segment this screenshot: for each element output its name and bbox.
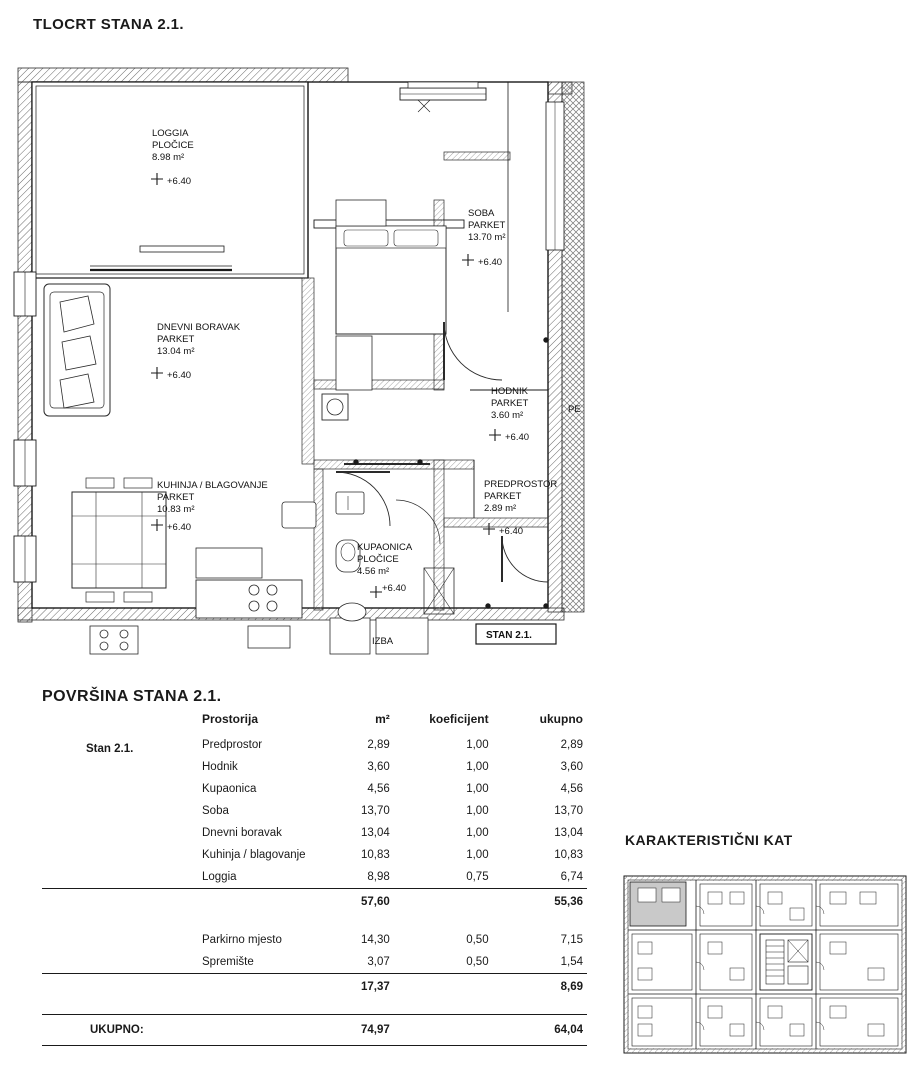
room-label-dnevni-name: DNEVNI BORAVAK (157, 322, 241, 333)
page-title-areas: POVRŠINA STANA 2.1. (42, 688, 222, 705)
table-row (42, 778, 587, 800)
table-header-row (42, 710, 587, 734)
room-label-dnevni-finish: PARKET (157, 334, 195, 345)
cell-total: 10,83 (554, 849, 583, 861)
cell-total: 6,74 (560, 871, 583, 883)
spacer-row (42, 915, 587, 929)
cell-unit: 2,89 (367, 739, 390, 751)
room-label-kupaonica-level: +6.40 (382, 583, 407, 594)
cell-unit: 13,04 (361, 827, 390, 839)
page-title-floorplan: TLOCRT STANA 2.1. (33, 16, 184, 33)
room-label-kuhinja-area: 10.83 m² (157, 504, 195, 515)
room-label-predprostor-area: 2.89 m² (484, 503, 517, 514)
room-label-loggia-area: 8.98 m² (152, 152, 185, 163)
column-header-unit: m² (375, 712, 390, 726)
room-label-loggia-name: LOGGIA (152, 128, 189, 139)
room-label-predprostor-name: PREDPROSTOR (484, 479, 558, 490)
cell-empty (394, 974, 493, 1001)
cell-room: Predprostor (202, 739, 263, 751)
room-label-soba-level: +6.40 (478, 257, 503, 268)
cell-coefficient: 1,00 (466, 805, 489, 817)
cell-grand-total: 64,04 (493, 1015, 587, 1046)
cell-room: Dnevni boravak (202, 827, 282, 839)
room-label-loggia-level: +6.40 (167, 176, 192, 187)
cell-unit: 3,07 (367, 956, 390, 968)
cell-unit: 13,70 (361, 805, 390, 817)
room-label-hodnik-level: +6.40 (505, 432, 530, 443)
room-label-soba-name: SOBA (468, 208, 495, 219)
room-label-soba-area: 13.70 m² (468, 232, 506, 243)
cell-total: 2,89 (560, 739, 583, 751)
areas-table-wrapper (42, 710, 587, 1046)
unit-name-label: Stan 2.1. (86, 743, 134, 755)
room-label-kuhinja-name: KUHINJA / BLAGOVANJE (157, 480, 268, 491)
cell-room: Spremište (202, 956, 254, 968)
floorplan-drawing (0, 40, 600, 660)
unit-stamp-label: STAN 2.1. (486, 630, 532, 641)
cell-total: 13,04 (554, 827, 583, 839)
cell-coefficient: 0,50 (466, 956, 489, 968)
table-row (42, 756, 587, 778)
cell-coefficient: 1,00 (466, 761, 489, 773)
column-header-total: ukupno (539, 712, 583, 726)
table-row (42, 800, 587, 822)
cell-room: Kuhinja / blagovanje (202, 849, 306, 861)
column-header-room: Prostorija (202, 712, 259, 726)
cell-room: Parkirno mjesto (202, 934, 282, 946)
cell-subtotal-unit: 17,37 (310, 974, 394, 1001)
cell-room: Soba (202, 805, 229, 817)
areas-table (42, 710, 587, 1046)
cell-room: Kupaonica (202, 783, 257, 795)
room-label-soba-finish: PARKET (468, 220, 506, 231)
cell-grand-label: UKUPNO: (42, 1015, 310, 1046)
cell-room: Loggia (202, 871, 237, 883)
column-header-coefficient: koeficijent (429, 712, 489, 726)
cell-subtotal-total: 8,69 (493, 974, 587, 1001)
subtotal-row-extras (42, 974, 587, 1001)
cell-empty (394, 1015, 493, 1046)
cell-coefficient: 0,50 (466, 934, 489, 946)
cell-coefficient: 1,00 (466, 783, 489, 795)
table-row (42, 844, 587, 866)
room-label-dnevni-area: 13.04 m² (157, 346, 195, 357)
table-row (42, 822, 587, 844)
room-label-izba: IZBA (372, 636, 394, 647)
cell-empty (42, 889, 310, 916)
spacer-row (42, 1000, 587, 1015)
cell-unit: 3,60 (367, 761, 390, 773)
room-label-dnevni-level: +6.40 (167, 370, 192, 381)
cell-total: 1,54 (560, 956, 583, 968)
cell-empty (394, 889, 493, 916)
cell-grand-unit: 74,97 (310, 1015, 394, 1046)
cell-subtotal-unit: 57,60 (310, 889, 394, 916)
room-label-predprostor-finish: PARKET (484, 491, 522, 502)
room-label-kuhinja-level: +6.40 (167, 522, 192, 533)
table-row (42, 951, 587, 974)
room-label-loggia-finish: PLOČICE (152, 140, 194, 151)
floor-key-plan (620, 872, 910, 1057)
table-row (42, 866, 587, 889)
cell-coefficient: 1,00 (466, 739, 489, 751)
cell-empty (42, 974, 310, 1001)
room-label-hodnik-finish: PARKET (491, 398, 529, 409)
room-label-hodnik-name: HODNIK (491, 386, 528, 397)
cell-total: 3,60 (560, 761, 583, 773)
room-label-pe: PE (568, 404, 581, 415)
cell-coefficient: 0,75 (466, 871, 489, 883)
cell-room: Hodnik (202, 761, 238, 773)
cell-unit: 8,98 (367, 871, 390, 883)
room-label-kupaonica-finish: PLOČICE (357, 554, 399, 565)
cell-coefficient: 1,00 (466, 849, 489, 861)
cell-unit: 10,83 (361, 849, 390, 861)
cell-subtotal-total: 55,36 (493, 889, 587, 916)
room-label-kuhinja-finish: PARKET (157, 492, 195, 503)
unit-stamp (476, 624, 556, 644)
cell-unit: 4,56 (367, 783, 390, 795)
room-label-predprostor-level: +6.40 (499, 526, 524, 537)
cell-total: 13,70 (554, 805, 583, 817)
cell-total: 7,15 (560, 934, 583, 946)
subtotal-row-living (42, 889, 587, 916)
cell-coefficient: 1,00 (466, 827, 489, 839)
table-row (42, 929, 587, 951)
room-label-hodnik-area: 3.60 m² (491, 410, 524, 421)
room-label-kupaonica-name: KUPAONICA (357, 542, 413, 553)
page-title-floor-key: KARAKTERISTIČNI KAT (625, 832, 793, 848)
cell-total: 4,56 (560, 783, 583, 795)
cell-unit: 14,30 (361, 934, 390, 946)
room-label-kupaonica-area: 4.56 m² (357, 566, 390, 577)
grand-total-row (42, 1015, 587, 1046)
